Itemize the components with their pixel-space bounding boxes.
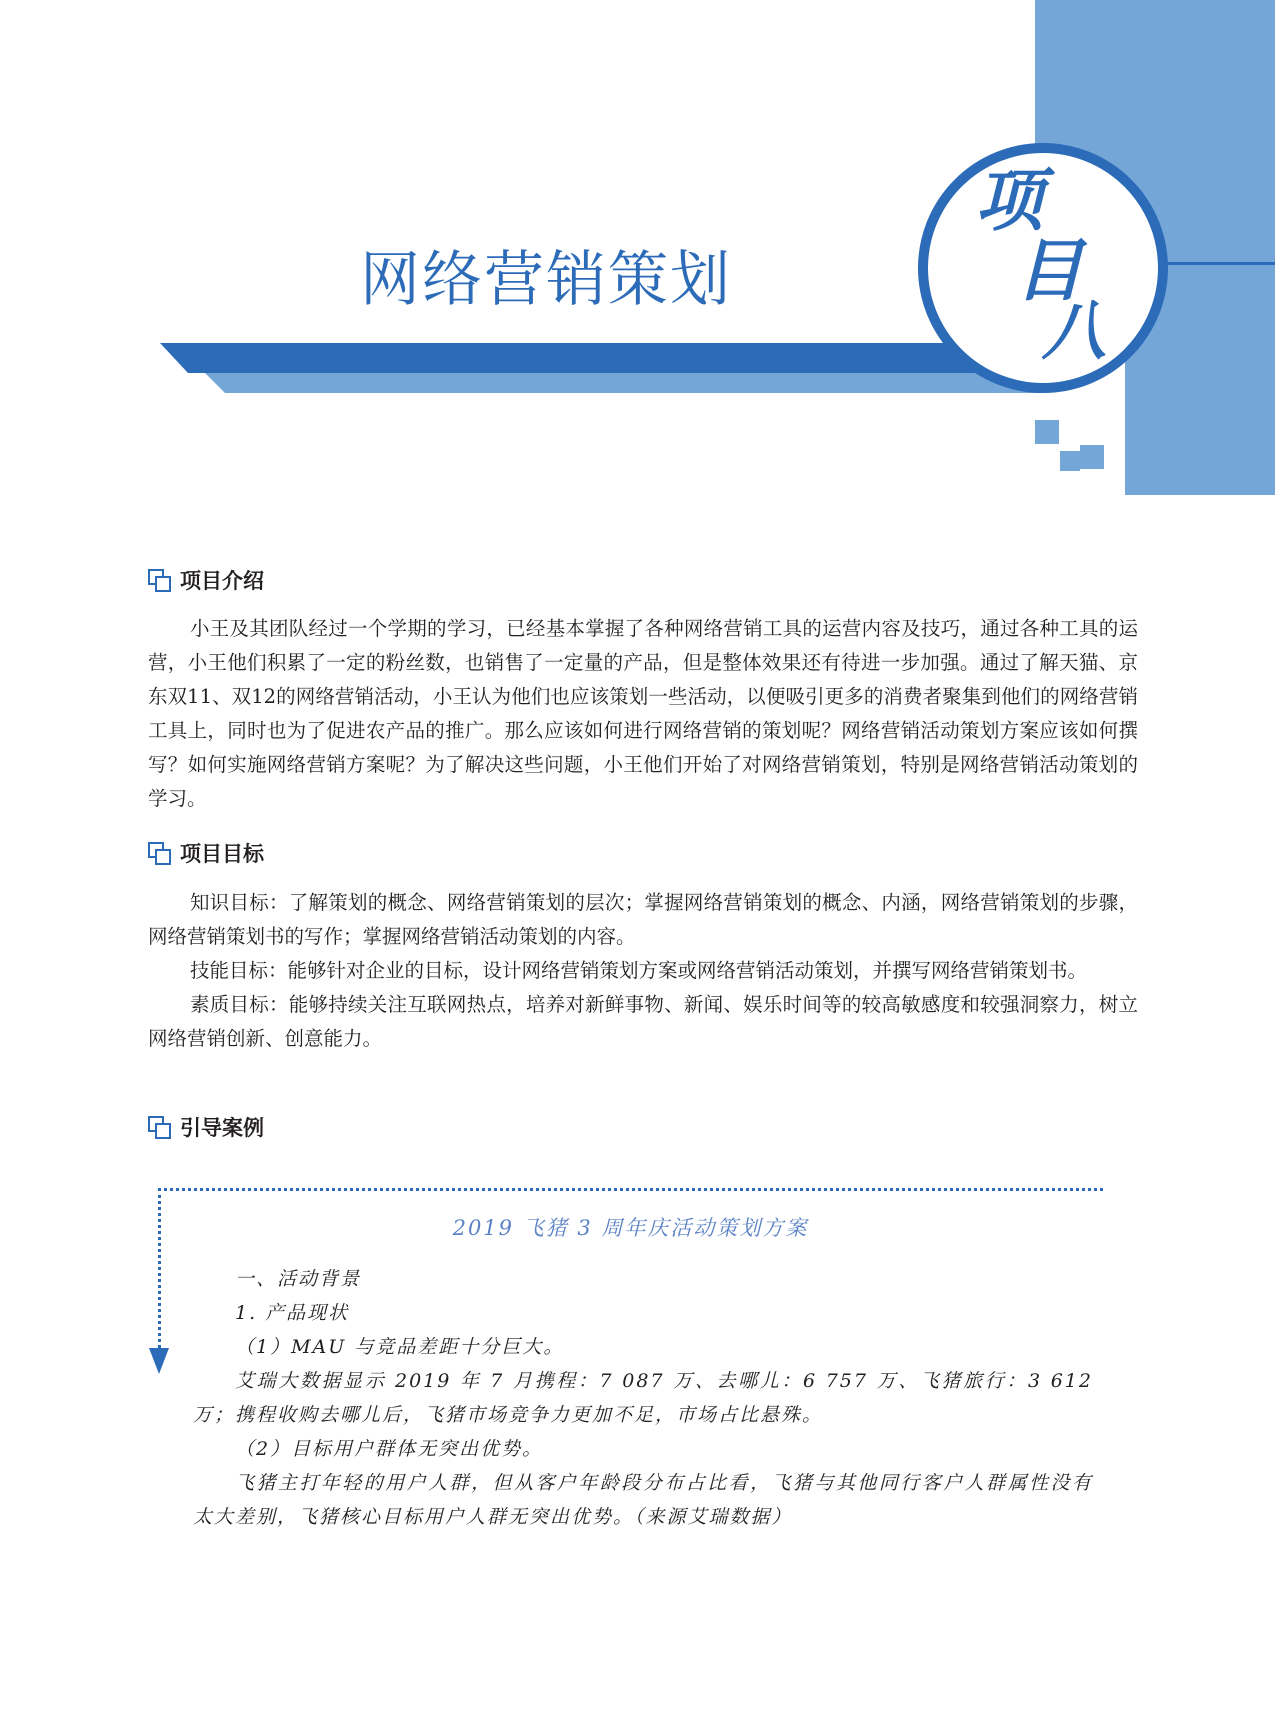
section-squares-icon (148, 569, 170, 591)
section-heading-intro (148, 565, 264, 595)
goal-knowledge: 知识目标：了解策划的概念、网络营销策划的层次；掌握网络营销策划的概念、内涵，网络营销策划的步骤，网络营销策划书的写作；掌握网络营销活动策划的内容。 (148, 891, 1138, 948)
decor-square (1035, 420, 1059, 444)
case-line: （1）MAU 与竞品差距十分巨大。 (235, 1336, 565, 1358)
decor-square (1060, 451, 1080, 471)
case-line: 飞猪主打年轻的用户人群，但从客户年龄段分布占比看，飞猪与其他同行客户人群属性没有太大差别，飞猪核心目标用户人群无突出优势。（来源艾瑞数据） (193, 1472, 1093, 1528)
decor-title-band-dark (160, 343, 1040, 373)
case-line: （2）目标用户群体无突出优势。 (235, 1438, 544, 1460)
project-badge-char: 项 (975, 162, 1044, 241)
arrow-down-icon (149, 1348, 169, 1374)
section-heading-case (148, 1112, 264, 1142)
section-heading-goals (148, 838, 264, 868)
project-badge-char: 八 (1042, 295, 1106, 369)
case-line: 1. 产品现状 (235, 1302, 350, 1324)
section-squares-icon (148, 842, 170, 864)
case-line: 一、活动背景 (235, 1268, 362, 1290)
goal-skill: 技能目标：能够针对企业的目标，设计网络营销策划方案或网络营销活动策划，并撰写网络营销策划书。 (190, 959, 1088, 982)
goals-body (148, 886, 1138, 1056)
section-heading-text: 引导案例 (180, 1116, 264, 1140)
section-squares-icon (148, 1116, 170, 1138)
goal-quality: 素质目标：能够持续关注互联网热点，培养对新鲜事物、新闻、娱乐时间等的较高敏感度和较强洞察力，树立网络营销创新、创意能力。 (148, 993, 1138, 1050)
section-heading-text: 项目目标 (180, 842, 264, 866)
section-heading-text: 项目介绍 (180, 569, 264, 593)
case-body (193, 1262, 1093, 1534)
case-dotted-border-top (158, 1188, 1103, 1191)
decor-title-band-light (205, 373, 1040, 393)
decor-square (1080, 445, 1104, 469)
project-badge-char: 目 (1015, 232, 1084, 311)
case-line: 艾瑞大数据显示 2019 年 7 月携程：7 087 万、去哪儿：6 757 万、飞猪旅行：3 612 万；携程收购去哪儿后，飞猪市场竞争力更加不足，市场占比悬殊。 (193, 1370, 1093, 1426)
case-title: 2019 飞猪 3 周年庆活动策划方案 (452, 1216, 809, 1240)
intro-paragraph: 小王及其团队经过一个学期的学习，已经基本掌握了各种网络营销工具的运营内容及技巧，通过各种工具的运营，小王他们积累了一定的粉丝数，也销售了一定量的产品，但是整体效果还有待进一步加强。通过了解天猫、京东双11、双12的网络营销活动，小王认为他们也应该策划一些活动，以便吸引更多的消费者聚集到他们的网络营销工具上，同时也为了促进农产品的推广。那么应该如何进行网络营销的策划呢？网络营销活动策划方案应该如何撰写？如何实施网络营销方案呢？为了解决这些问题，小王他们开始了对网络营销策划，特别是网络营销活动策划的学习。 (148, 617, 1138, 810)
intro-body (148, 612, 1138, 816)
page-title: 网络营销策划 (360, 245, 732, 315)
